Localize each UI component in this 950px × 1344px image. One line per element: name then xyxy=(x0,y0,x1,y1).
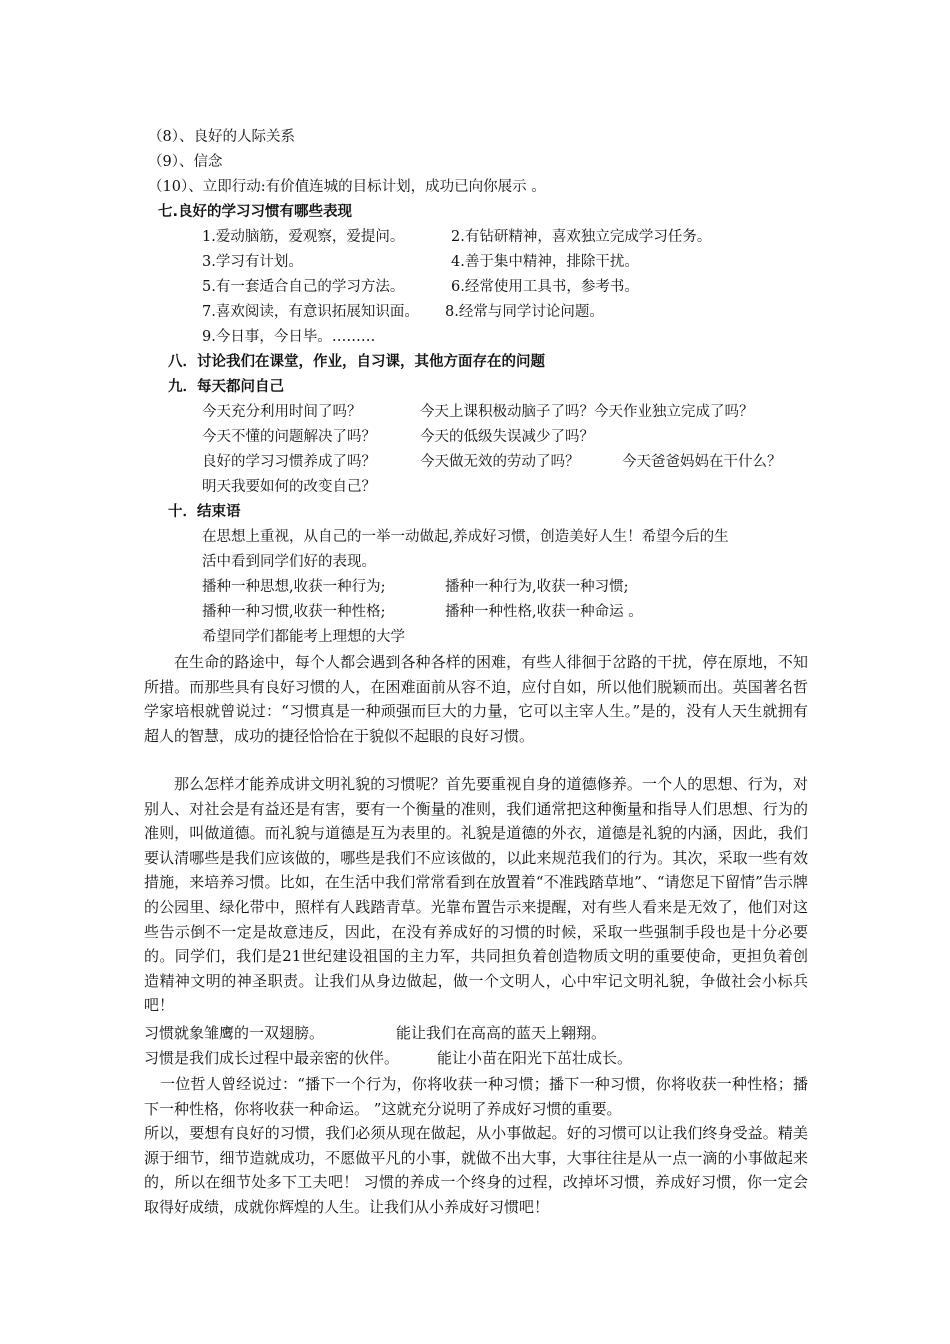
section-8-heading: 八．讨论我们在课堂，作业，自习课，其他方面存在的问题 xyxy=(168,354,545,370)
habit-item: 7.喜欢阅读，有意识拓展知识面。 xyxy=(202,304,419,320)
list-item-10: （10）、立即行动:有价值连城的目标计划，成功已向你展示 。 xyxy=(148,179,546,195)
list-item-9: （9）、信念 xyxy=(148,154,223,170)
paragraph-path-of-life: 在生命的路途中，每个人都会遇到各种各样的困难，有些人徘徊于岔路的干扰，停在原地，不知所措。而那些具有良好习惯的人，在困难面前从容不迫，应付自如，所以他们脱颖而出。英国著名哲学家培根就曾说过：“习惯真是一种顽强而巨大的力量，它可以主宰人生。”是的，没有人天生就拥有超人的智慧，成功的捷径恰恰在于貌似不起眼的良好习惯。 xyxy=(144,653,808,745)
paragraph-philosopher-quote: 一位哲人曾经说过：“播下一个行为，你将收获一种习惯；播下一种习惯，你将收获一种性格；播下一种性格，你将收获一种命运。 ”这就充分说明了养成好习惯的重要。 xyxy=(144,1075,808,1118)
sowing-phrase: 播种一种习惯,收获一种性格; xyxy=(202,604,386,620)
self-question: 今天做无效的劳动了吗？ xyxy=(420,454,580,470)
closing-text-line: 活中看到同学们好的表现。 xyxy=(202,554,376,570)
sowing-phrase: 播种一种性格,收获一种命运 。 xyxy=(445,604,643,620)
self-question: 今天爸爸妈妈在干什么？ xyxy=(622,454,782,470)
habit-item: 4.善于集中精神，排除干扰。 xyxy=(451,254,639,270)
simile-line: 习惯就象雏鹰的一双翅膀。 xyxy=(144,1024,325,1042)
closing-hope: 希望同学们都能考上理想的大学 xyxy=(202,629,405,645)
self-question: 今天的低级失误减少了吗？ xyxy=(420,429,594,445)
habit-item: 5.有一套适合自己的学习方法。 xyxy=(202,279,405,295)
simile-line: 能让小苗在阳光下茁壮成长。 xyxy=(437,1049,633,1067)
habit-item: 6.经常使用工具书，参考书。 xyxy=(451,279,639,295)
sowing-phrase: 播种一种行为,收获一种习惯; xyxy=(445,579,629,595)
habit-item: 1.爱动脑筋，爱观察，爱提问。 xyxy=(202,229,405,245)
habit-item: 3.学习有计划。 xyxy=(202,254,303,270)
habit-item: 8.经常与同学讨论问题。 xyxy=(445,304,604,320)
simile-line: 能让我们在高高的蓝天上翱翔。 xyxy=(396,1024,607,1042)
simile-line: 习惯是我们成长过程中最亲密的伙伴。 xyxy=(144,1049,400,1067)
section-10-heading: 十．结束语 xyxy=(168,504,241,520)
self-question: 今天上课积极动脑子了吗？今天作业独立完成了吗？ xyxy=(420,404,754,420)
paragraph-civility-habits: 那么怎样才能养成讲文明礼貌的习惯呢？首先要重视自身的道德修养。一个人的思想、行为，对别人、对社会是有益还是有害，要有一个衡量的准则，我们通常把这种衡量和指导人们思想、行为的准则，叫做道德。而礼貌与道德是互为表里的。礼貌是道德的外衣，道德是礼貌的内涵，因此，我们要认清哪些是我们应该做的，哪些是我们不应该做的，以此来规范我们的行为。其次，采取一些有效措施，来培养习惯。比如，在生活中我们常常看到在放置着“不准践踏草地”、“请您足下留情”告示牌的公园里、绿化带中，照样有人践踏青草。光靠布置告示来提醒，对有些人看来是无效了，他们对这些告示倒不一定是故意违反，因此，在没有养成好的习惯的时候，采取一些强制手段也是十分必要的。同学们，我们是21世纪建设祖国的主力军，共同担负着创造物质文明的重要使命，更担负着创造精神文明的神圣职责。让我们从身边做起，做一个文明人，心中牢记文明礼貌，争做社会小标兵吧！ xyxy=(144,775,808,1015)
self-question: 今天不懂的问题解决了吗？ xyxy=(202,429,376,445)
paragraph-conclusion: 所以，要想有良好的习惯，我们必须从现在做起，从小事做起。好的习惯可以让我们终身受益。精美源于细节，细节造就成功，不愿做平凡的小事，就做不出大事，大事往往是从一点一滴的小事做起来的，所以在细节处多下工夫吧！ 习惯的养成一个终身的过程，改掉坏习惯，养成好习惯，你一定会取得好成绩，成就你辉煌的人生。让我们从小养成好习惯吧！ xyxy=(144,1124,808,1216)
sowing-phrase: 播种一种思想,收获一种行为; xyxy=(202,579,386,595)
self-question: 明天我要如何的改变自己？ xyxy=(202,479,376,495)
list-item-8: （8）、良好的人际关系 xyxy=(148,129,295,145)
self-question: 今天充分利用时间了吗？ xyxy=(202,404,362,420)
section-9-heading: 九．每天都问自己 xyxy=(168,379,284,395)
section-7-heading: 七.良好的学习习惯有哪些表现 xyxy=(158,204,353,220)
habit-item: 2.有钻研精神，喜欢独立完成学习任务。 xyxy=(451,229,712,245)
self-question: 良好的学习习惯养成了吗？ xyxy=(202,454,376,470)
habit-item: 9.今日事，今日毕。……… xyxy=(202,329,376,345)
closing-text-line: 在思想上重视，从自己的一举一动做起,养成好习惯，创造美好人生！希望今后的生 xyxy=(202,529,729,545)
